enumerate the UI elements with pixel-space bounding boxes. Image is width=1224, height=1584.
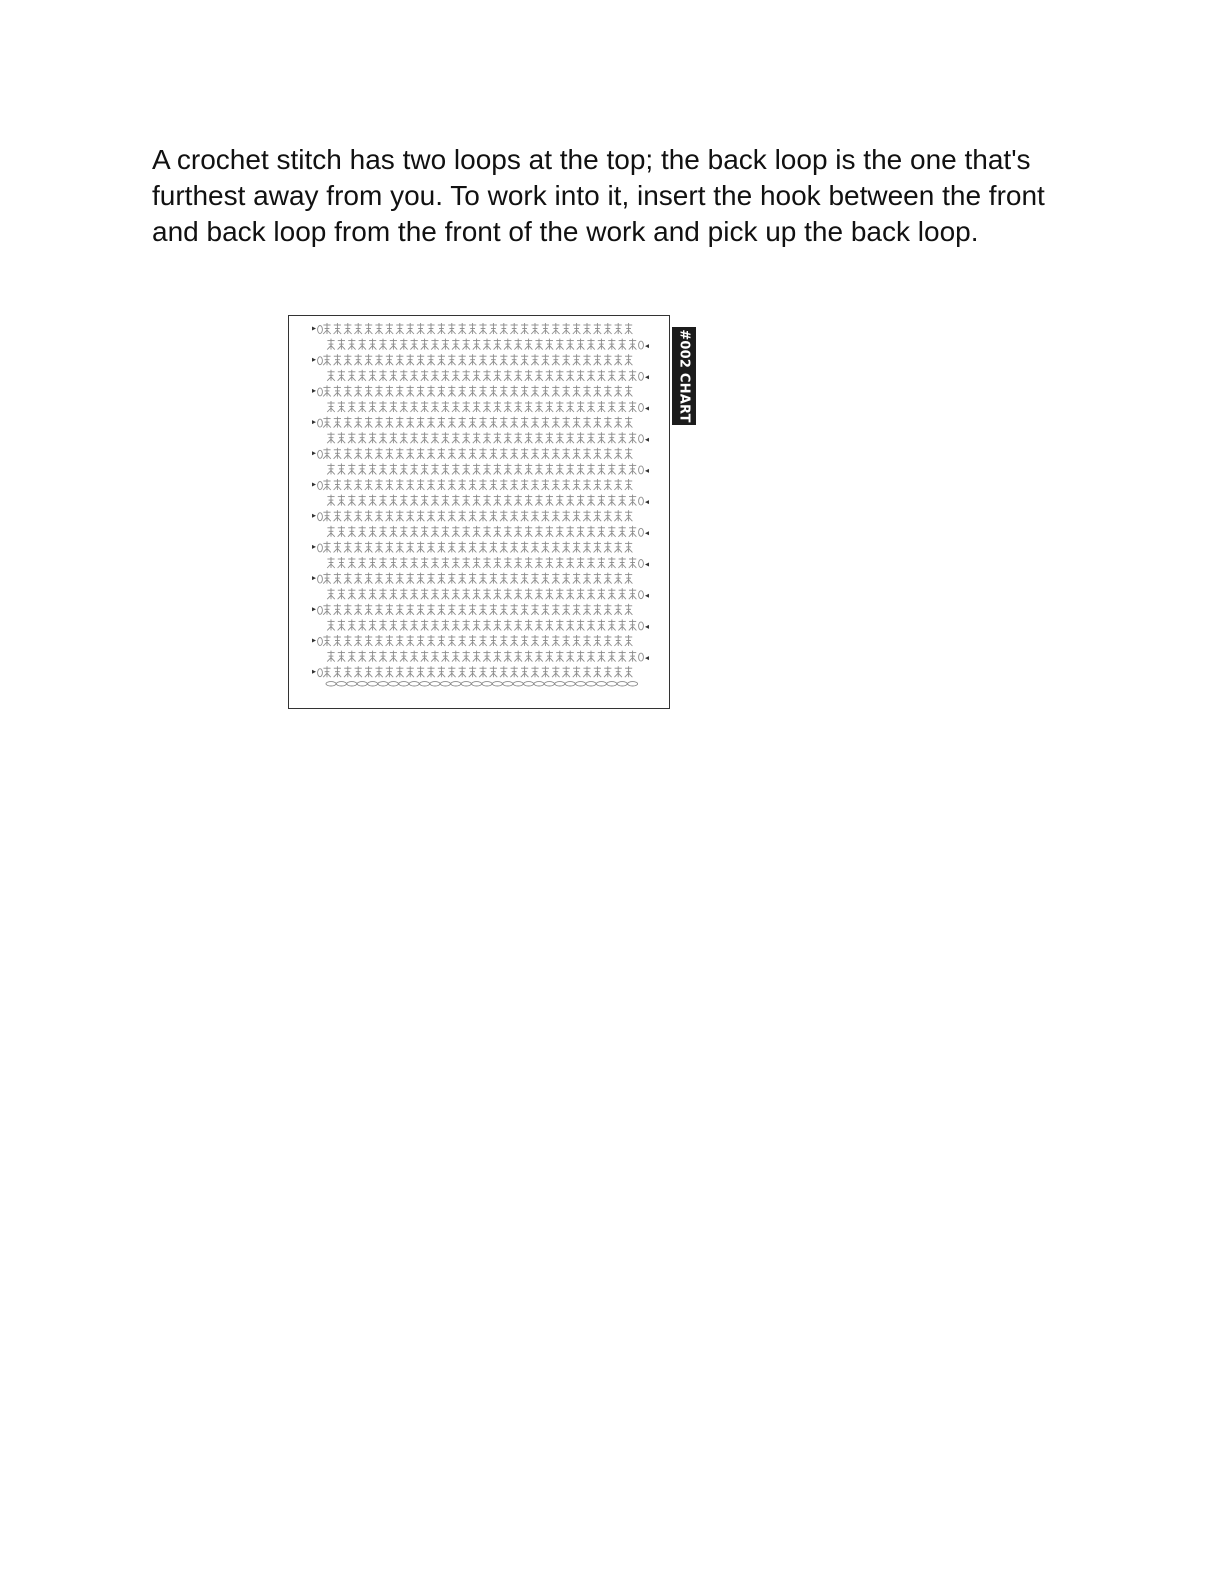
- stitch-row: [312, 448, 632, 459]
- stitch-row: [327, 370, 649, 381]
- chart-tab-label: #002 CHART: [676, 329, 692, 423]
- stitch-row: [327, 588, 649, 599]
- stitch-chart: [288, 315, 670, 709]
- stitch-row: [312, 635, 632, 646]
- foundation-chain-row: [326, 682, 638, 686]
- stitch-row: [312, 510, 632, 521]
- chart-tab: [672, 327, 696, 425]
- stitch-chart-graphic: [289, 316, 668, 707]
- stitch-row: [327, 619, 649, 630]
- stitch-row: [327, 557, 649, 568]
- stitch-row: [327, 463, 649, 474]
- stitch-row: [327, 339, 649, 350]
- stitch-row: [312, 323, 632, 334]
- stitch-row: [327, 401, 649, 412]
- stitch-rows: [312, 323, 649, 686]
- stitch-row: [312, 604, 632, 615]
- stitch-row: [312, 417, 632, 428]
- stitch-row: [327, 495, 649, 506]
- stitch-row: [312, 573, 632, 584]
- stitch-row: [327, 651, 649, 662]
- stitch-row: [312, 354, 632, 365]
- stitch-row: [312, 479, 632, 490]
- stitch-row: [312, 666, 632, 677]
- stitch-row: [312, 385, 632, 396]
- stitch-row: [312, 541, 632, 552]
- stitch-row: [327, 432, 649, 443]
- instruction-paragraph: A crochet stitch has two loops at the top; the back loop is the one that's furthest away from you. To work into it, insert the hook between the front and back loop from the front of the work and pick up the back loop.: [152, 144, 1045, 247]
- stitch-row: [327, 526, 649, 537]
